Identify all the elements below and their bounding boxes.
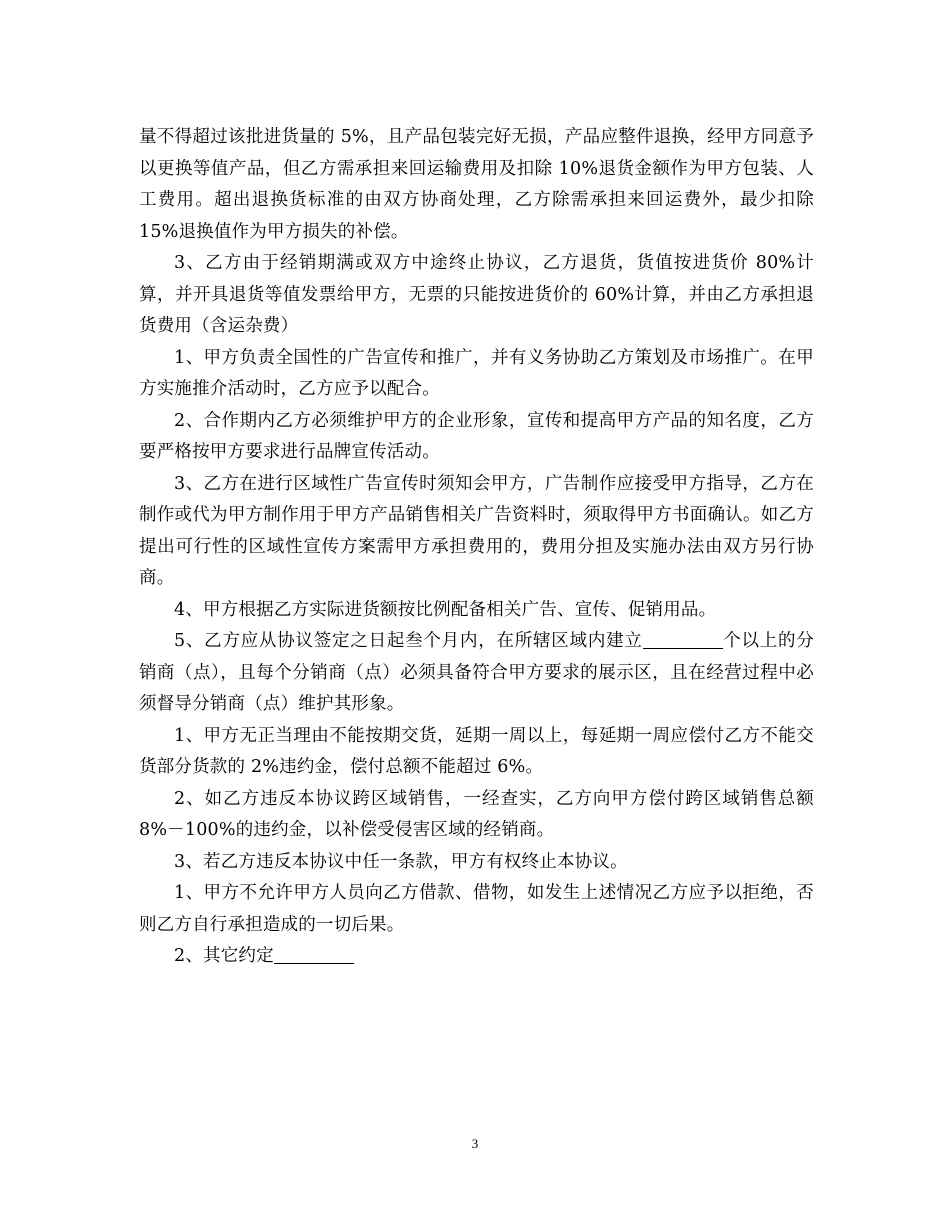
paragraph-8: 3、若乙方违反本协议中任一条款，甲方有权终止本协议。 [174,851,628,872]
paragraph-distributor [139,626,814,721]
paragraph-3: 2、合作期内乙方必须维护甲方的企业形象，宣传和提高甲方产品的知名度，乙方要严格按甲方要求进行品牌宣传活动。 [139,410,814,462]
other-agreement-label: 2、其它约定 [174,946,274,966]
fill-in-blank [643,631,723,650]
paragraph-2: 1、甲方负责全国性的广告宣传和推广，并有义务协助乙方策划及市场推广。在甲方实施推介活动时，乙方应予以配合。 [139,347,814,399]
paragraph-1: 3、乙方由于经销期满或双方中途终止协议，乙方退货，货值按进货价 80%计算，并开具退货等值发票给甲方，无票的只能按进货价的 60%计算，并由乙方承担退货费用（含运杂费） [139,253,814,336]
paragraph-9: 1、甲方不允许甲方人员向乙方借款、借物，如发生上述情况乙方应予以拒绝，否则乙方自行承担造成的一切后果。 [139,883,814,935]
paragraph-other-agreement [139,941,814,973]
paragraph-distributor-before: 5、乙方应从协议签定之日起叁个月内，在所辖区域内建立 [174,631,643,651]
paragraph-distributor-after: 个以上的分销商（点），且每个分销商（点）必须具备符合甲方要求的展示区，且在经营过程中必须督导分销商（点）维护其形象。 [139,631,814,714]
paragraph-5: 4、甲方根据乙方实际进货额按比例配备相关广告、宣传、促销用品。 [174,599,717,620]
document-body [139,122,814,973]
paragraph-4: 3、乙方在进行区域性广告宣传时须知会甲方，广告制作应接受甲方指导，乙方在制作或代为甲方制作用于甲方产品销售相关广告资料时，须取得甲方书面确认。如乙方提出可行性的区域性宣传方案需甲方承担费用的，费用分担及实施办法由双方另行协商。 [139,473,814,588]
paragraph-0: 量不得超过该批进货量的 5%，且产品包装完好无损，产品应整件退换，经甲方同意予以更换等值产品，但乙方需承担来回运输费用及扣除 10%退货金额作为甲方包装、人工费用。超出退换货标准的由双方协商处理，乙方除需承担来回运费外，最少扣除 15%退换值作为甲方损失的补偿。 [139,127,814,242]
page-number: 3 [471,1136,479,1151]
paragraph-7: 2、如乙方违反本协议跨区域销售，一经查实，乙方向甲方偿付跨区域销售总额 8%－100%的违约金，以补偿受侵害区域的经销商。 [139,788,814,840]
fill-in-blank [274,946,354,965]
paragraph-6: 1、甲方无正当理由不能按期交货，延期一周以上，每延期一周应偿付乙方不能交货部分货款的 2%违约金，偿付总额不能超过 6%。 [139,725,814,777]
